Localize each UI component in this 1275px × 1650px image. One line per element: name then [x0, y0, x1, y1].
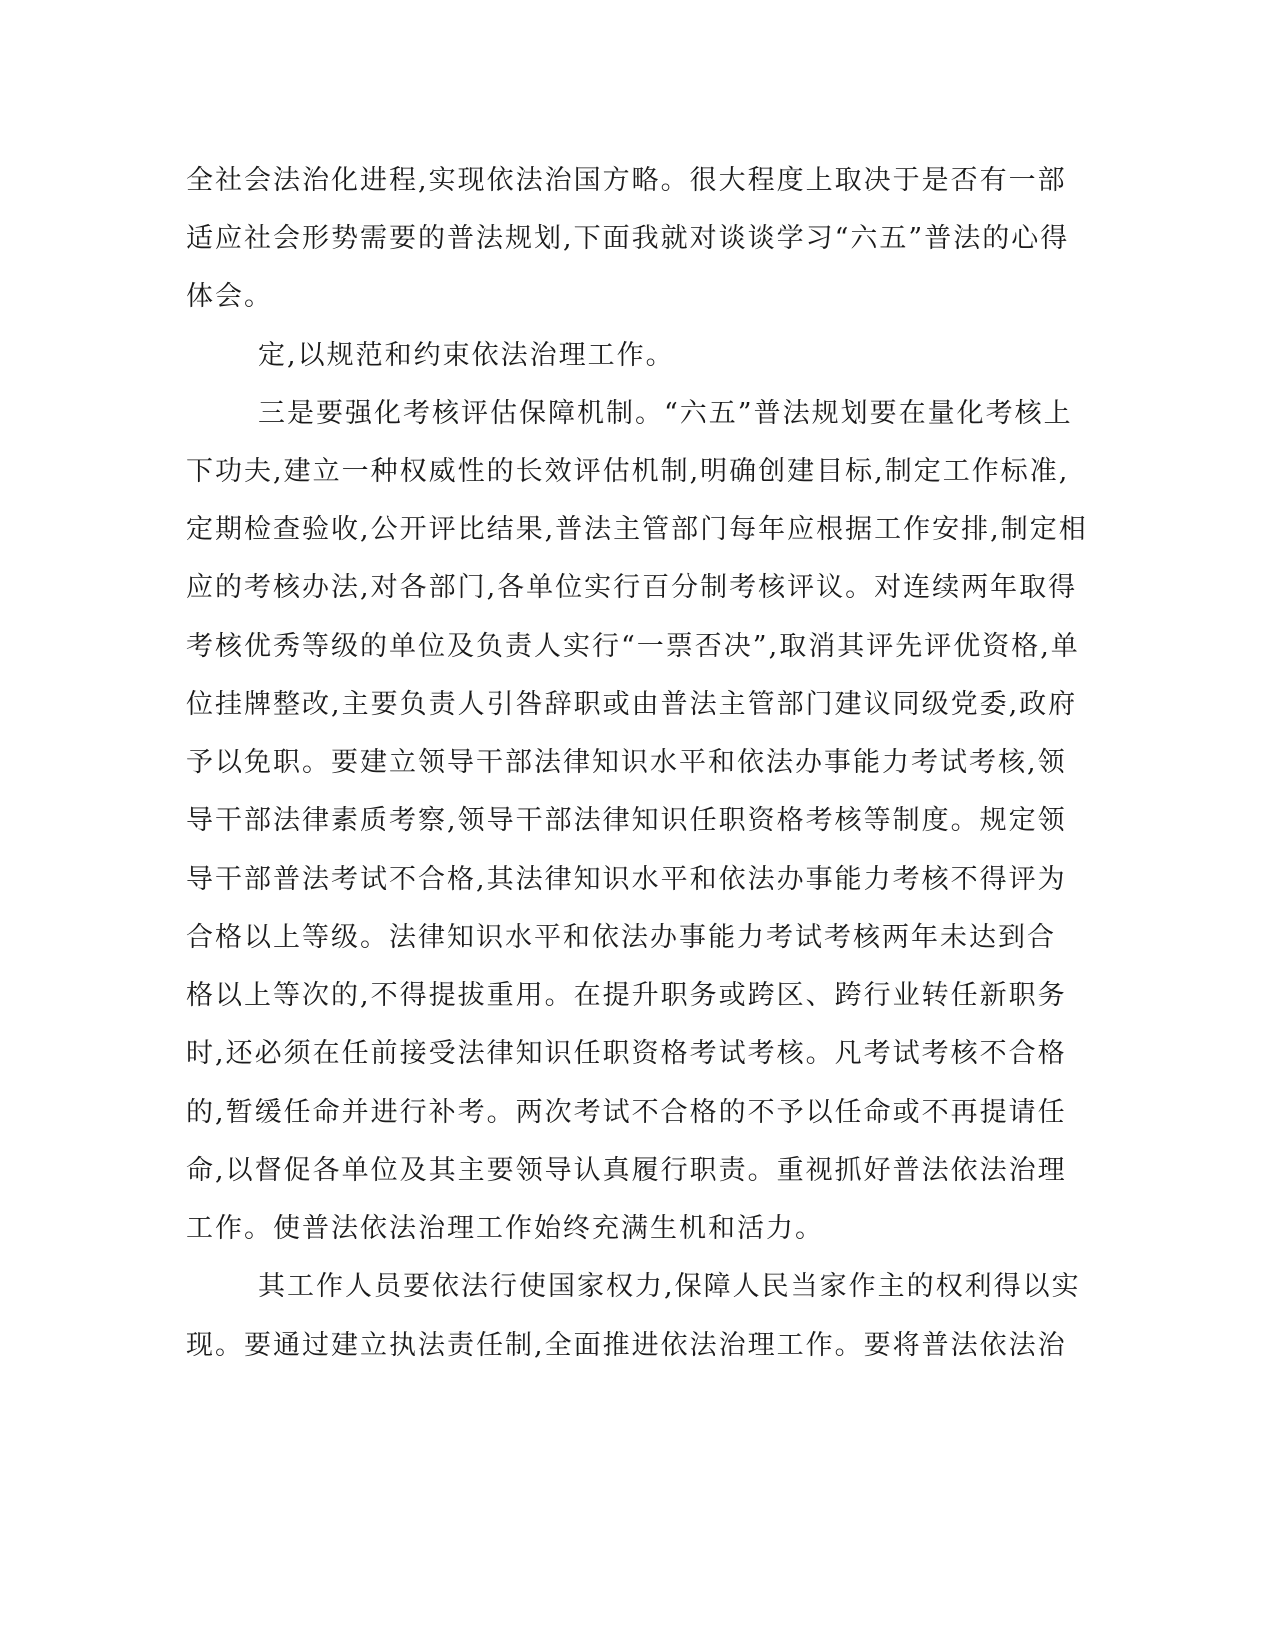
text-line: 现。要通过建立执法责任制,全面推进依法治理工作。要将普法依法治: [186, 1330, 1067, 1361]
text-line: 格以上等次的,不得提拔重用。在提升职务或跨区、跨行业转任新职务: [186, 980, 1067, 1011]
text-line: 的,暂缓任命并进行补考。两次考试不合格的不予以任命或不再提请任: [186, 1097, 1067, 1128]
text-line: 导干部法律素质考察,领导干部法律知识任职资格考核等制度。规定领: [186, 805, 1067, 836]
text-line: 体会。: [186, 281, 273, 312]
text-line: 定期检查验收,公开评比结果,普法主管部门每年应根据工作安排,制定相: [186, 514, 1088, 545]
text-line: 应的考核办法,对各部门,各单位实行百分制考核评议。对连续两年取得: [186, 572, 1078, 603]
text-line: 下功夫,建立一种权威性的长效评估机制,明确创建目标,制定工作标准,: [186, 456, 1070, 487]
text-line: 适应社会形势需要的普法规划,下面我就对谈谈学习“六五”普法的心得: [186, 223, 1070, 254]
text-line: 时,还必须在任前接受法律知识任职资格考试考核。凡考试考核不合格: [186, 1038, 1067, 1069]
text-line: 定,以规范和约束依法治理工作。: [258, 340, 675, 371]
text-line: 命,以督促各单位及其主要领导认真履行职责。重视抓好普法依法治理: [186, 1155, 1067, 1186]
text-line: 考核优秀等级的单位及负责人实行“一票否决”,取消其评先评优资格,单: [186, 631, 1080, 662]
text-line: 全社会法治化进程,实现依法治国方略。很大程度上取决于是否有一部: [186, 165, 1067, 196]
text-line: 位挂牌整改,主要负责人引咎辞职或由普法主管部门建议同级党委,政府: [186, 689, 1078, 720]
text-line: 工作。使普法依法治理工作始终充满生机和活力。: [186, 1213, 824, 1244]
text-line: 其工作人员要依法行使国家权力,保障人民当家作主的权利得以实: [258, 1271, 1081, 1302]
text-line: 合格以上等级。法律知识水平和依法办事能力考试考核两年未达到合: [186, 922, 1056, 953]
text-line: 导干部普法考试不合格,其法律知识水平和依法办事能力考核不得评为: [186, 864, 1067, 895]
text-line: 予以免职。要建立领导干部法律知识水平和依法办事能力考试考核,领: [186, 747, 1067, 778]
text-line: 三是要强化考核评估保障机制。“六五”普法规划要在量化考核上: [258, 398, 1073, 429]
